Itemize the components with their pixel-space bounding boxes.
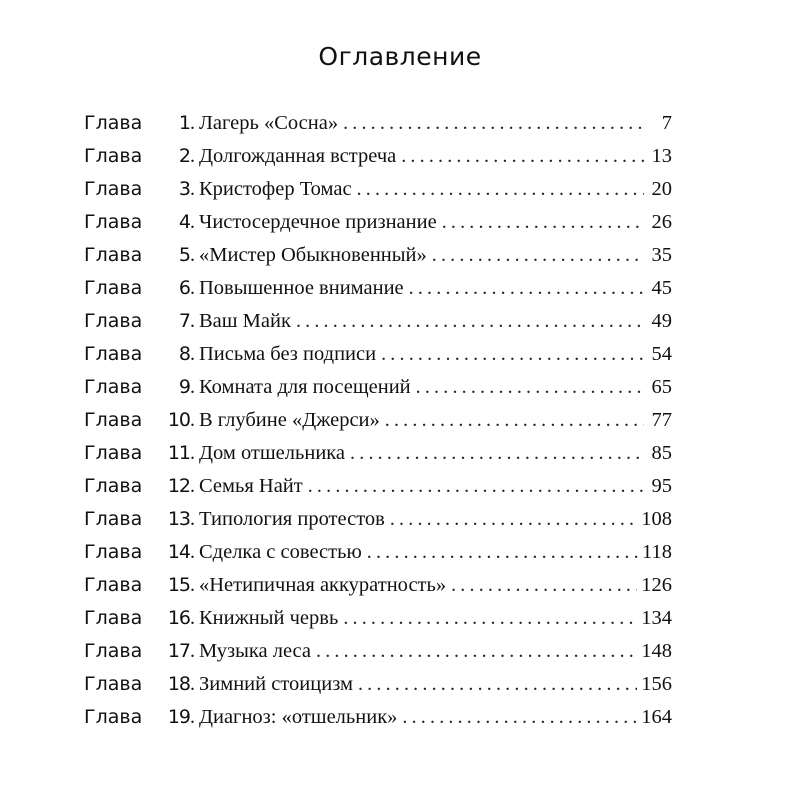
chapter-title: Типология протестов xyxy=(199,508,385,530)
chapter-number-dot: . xyxy=(190,508,195,530)
page-number: 7 xyxy=(661,112,672,134)
chapter-label: Глава xyxy=(84,244,143,266)
chapter-number: 4 xyxy=(178,211,190,233)
dot-leader xyxy=(385,409,644,432)
chapter-title: Диагноз: «отшельник» xyxy=(199,706,398,728)
toc-entry[interactable] xyxy=(84,145,672,178)
chapter-number-dot: . xyxy=(190,277,195,299)
dot-leader xyxy=(390,508,637,531)
toc-entry[interactable] xyxy=(84,442,672,475)
toc-entry[interactable] xyxy=(84,541,672,574)
chapter-number-dot: . xyxy=(190,409,195,431)
dot-leader xyxy=(402,706,637,729)
chapter-number-dot: . xyxy=(190,574,195,596)
chapter-label: Глава xyxy=(84,508,143,530)
chapter-label: Глава xyxy=(84,343,143,365)
page-number: 156 xyxy=(641,673,672,695)
chapter-title: Лагерь «Сосна» xyxy=(199,112,339,134)
chapter-number: 1 xyxy=(178,112,190,134)
chapter-number: 13 xyxy=(167,508,190,530)
chapter-title: Зимний стоицизм xyxy=(199,673,353,695)
page-number: 118 xyxy=(642,541,672,563)
chapter-label: Глава xyxy=(84,112,143,134)
page-number: 108 xyxy=(641,508,672,530)
chapter-title: Книжный червь xyxy=(199,607,339,629)
dot-leader xyxy=(343,112,644,135)
chapter-number-dot: . xyxy=(190,211,195,233)
chapter-number-dot: . xyxy=(190,244,195,266)
toc-entry[interactable] xyxy=(84,409,672,442)
page-number: 49 xyxy=(651,310,672,332)
page-number: 134 xyxy=(641,607,672,629)
chapter-label: Глава xyxy=(84,706,143,728)
page-title: Оглавление xyxy=(318,42,482,71)
chapter-number-dot: . xyxy=(190,607,195,629)
toc-entry[interactable] xyxy=(84,277,672,310)
page-number: 35 xyxy=(651,244,672,266)
chapter-label: Глава xyxy=(84,145,143,167)
chapter-title: Кристофер Томас xyxy=(199,178,352,200)
chapter-label: Глава xyxy=(84,475,143,497)
chapter-label: Глава xyxy=(84,409,143,431)
chapter-label: Глава xyxy=(84,640,143,662)
toc-entry[interactable] xyxy=(84,475,672,508)
chapter-title: Семья Найт xyxy=(199,475,303,497)
chapter-title: Музыка леса xyxy=(199,640,311,662)
chapter-number-dot: . xyxy=(190,376,195,398)
chapter-number: 19 xyxy=(167,706,190,728)
chapter-number: 3 xyxy=(178,178,190,200)
toc-entry[interactable] xyxy=(84,607,672,640)
dot-leader xyxy=(343,607,637,630)
toc-entry[interactable] xyxy=(84,211,672,244)
chapter-number-dot: . xyxy=(190,706,195,728)
chapter-number: 12 xyxy=(167,475,190,497)
chapter-number: 5 xyxy=(178,244,190,266)
chapter-label: Глава xyxy=(84,673,143,695)
chapter-label: Глава xyxy=(84,310,143,332)
dot-leader xyxy=(381,343,644,366)
chapter-label: Глава xyxy=(84,574,143,596)
chapter-number-dot: . xyxy=(190,541,195,563)
dot-leader xyxy=(357,178,644,201)
toc-entry[interactable] xyxy=(84,244,672,277)
chapter-number: 9 xyxy=(178,376,190,398)
chapter-number-dot: . xyxy=(190,178,195,200)
chapter-number-dot: . xyxy=(190,673,195,695)
chapter-label: Глава xyxy=(84,607,143,629)
dot-leader xyxy=(316,640,637,663)
chapter-label: Глава xyxy=(84,211,143,233)
page-number: 65 xyxy=(651,376,672,398)
chapter-number: 11 xyxy=(167,442,190,464)
page-number: 148 xyxy=(641,640,672,662)
chapter-title: Долгожданная встреча xyxy=(199,145,397,167)
toc-entry[interactable] xyxy=(84,574,672,607)
chapter-title: Повышенное внимание xyxy=(199,277,404,299)
chapter-number: 8 xyxy=(178,343,190,365)
chapter-title: Ваш Майк xyxy=(199,310,291,332)
toc-entry[interactable] xyxy=(84,343,672,376)
toc-entry[interactable] xyxy=(84,112,672,145)
chapter-number-dot: . xyxy=(190,343,195,365)
chapter-title: Письма без подписи xyxy=(199,343,377,365)
chapter-number-dot: . xyxy=(190,112,195,134)
toc-entry[interactable] xyxy=(84,673,672,706)
chapter-number-dot: . xyxy=(190,310,195,332)
dot-leader xyxy=(367,541,638,564)
chapter-label: Глава xyxy=(84,277,143,299)
page-number: 77 xyxy=(651,409,672,431)
dot-leader xyxy=(296,310,644,333)
page-number: 26 xyxy=(651,211,672,233)
chapter-label: Глава xyxy=(84,442,143,464)
chapter-title: В глубине «Джерси» xyxy=(199,409,380,431)
chapter-title: «Нетипичная аккуратность» xyxy=(199,574,447,596)
dot-leader xyxy=(401,145,644,168)
toc-entry[interactable] xyxy=(84,310,672,343)
toc-entry[interactable] xyxy=(84,178,672,211)
toc-entry[interactable] xyxy=(84,706,672,739)
chapter-label: Глава xyxy=(84,178,143,200)
chapter-number-dot: . xyxy=(190,145,195,167)
dot-leader xyxy=(358,673,637,696)
chapter-number: 16 xyxy=(167,607,190,629)
dot-leader xyxy=(308,475,644,498)
chapter-number-dot: . xyxy=(190,475,195,497)
chapter-number: 14 xyxy=(167,541,190,563)
chapter-label: Глава xyxy=(84,376,143,398)
page-number: 45 xyxy=(651,277,672,299)
chapter-number: 6 xyxy=(178,277,190,299)
toc-entry[interactable] xyxy=(84,640,672,673)
dot-leader xyxy=(451,574,637,597)
chapter-number: 18 xyxy=(167,673,190,695)
dot-leader xyxy=(409,277,644,300)
page-number: 54 xyxy=(651,343,672,365)
page-number: 126 xyxy=(641,574,672,596)
chapter-title: Сделка с совестью xyxy=(199,541,362,563)
table-of-contents xyxy=(84,112,672,739)
dot-leader xyxy=(442,211,644,234)
chapter-number: 15 xyxy=(167,574,190,596)
chapter-title: Дом отшельника xyxy=(199,442,346,464)
toc-entry[interactable] xyxy=(84,376,672,409)
chapter-title: Чистосердечное признание xyxy=(199,211,437,233)
page-number: 20 xyxy=(651,178,672,200)
dot-leader xyxy=(432,244,644,267)
chapter-number: 7 xyxy=(178,310,190,332)
page-number: 164 xyxy=(641,706,672,728)
toc-entry[interactable] xyxy=(84,508,672,541)
dot-leader xyxy=(416,376,644,399)
chapter-number: 2 xyxy=(178,145,190,167)
chapter-number-dot: . xyxy=(190,442,195,464)
page-number: 13 xyxy=(651,145,672,167)
dot-leader xyxy=(350,442,644,465)
chapter-number: 10 xyxy=(167,409,190,431)
page-number: 95 xyxy=(651,475,672,497)
chapter-number: 17 xyxy=(167,640,190,662)
page-number: 85 xyxy=(651,442,672,464)
chapter-title: «Мистер Обыкновенный» xyxy=(199,244,427,266)
chapter-number-dot: . xyxy=(190,640,195,662)
chapter-label: Глава xyxy=(84,541,143,563)
chapter-title: Комната для посещений xyxy=(199,376,411,398)
